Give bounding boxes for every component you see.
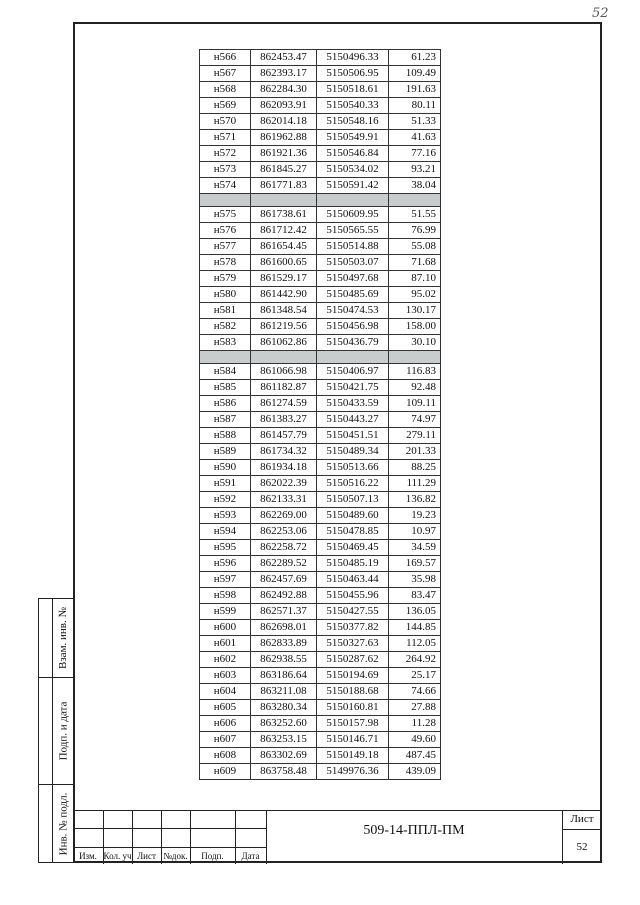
separator-cell	[200, 194, 251, 207]
y-coord-cell: 5150534.02	[317, 162, 389, 178]
sheet-label: Лист	[570, 813, 594, 825]
separator-cell	[251, 194, 317, 207]
distance-cell: 92.48	[389, 380, 441, 396]
y-coord-cell: 5150485.69	[317, 287, 389, 303]
hdr-izm: Изм.	[79, 851, 97, 861]
y-coord-cell: 5150157.98	[317, 716, 389, 732]
point-id-cell: н605	[200, 700, 251, 716]
y-coord-cell: 5150436.79	[317, 335, 389, 351]
point-id-cell: н597	[200, 572, 251, 588]
x-coord-cell: 861219.56	[251, 319, 317, 335]
point-id-cell: н571	[200, 130, 251, 146]
table-row	[200, 271, 441, 287]
sheet-number: 52	[576, 841, 588, 853]
distance-cell: 61.23	[389, 50, 441, 66]
distance-cell: 111.29	[389, 476, 441, 492]
separator-cell	[389, 194, 441, 207]
x-coord-cell: 861845.27	[251, 162, 317, 178]
table-row	[200, 508, 441, 524]
point-id-cell: н609	[200, 764, 251, 780]
distance-cell: 83.47	[389, 588, 441, 604]
distance-cell: 11.28	[389, 716, 441, 732]
table-row	[200, 178, 441, 194]
point-id-cell: н586	[200, 396, 251, 412]
x-coord-cell: 861771.83	[251, 178, 317, 194]
distance-cell: 144.85	[389, 620, 441, 636]
x-coord-cell: 862457.69	[251, 572, 317, 588]
table-row	[200, 540, 441, 556]
x-coord-cell: 863211.08	[251, 684, 317, 700]
x-coord-cell: 862258.72	[251, 540, 317, 556]
distance-cell: 136.82	[389, 492, 441, 508]
table-row	[200, 412, 441, 428]
table-row	[200, 460, 441, 476]
x-coord-cell: 862022.39	[251, 476, 317, 492]
y-coord-cell: 5150451.51	[317, 428, 389, 444]
distance-cell: 30.10	[389, 335, 441, 351]
distance-cell: 439.09	[389, 764, 441, 780]
x-coord-cell: 861600.65	[251, 255, 317, 271]
x-coord-cell: 862284.30	[251, 82, 317, 98]
y-coord-cell: 5150497.68	[317, 271, 389, 287]
group-separator-row	[200, 351, 441, 364]
x-coord-cell: 861529.17	[251, 271, 317, 287]
y-coord-cell: 5150489.34	[317, 444, 389, 460]
x-coord-cell: 861274.59	[251, 396, 317, 412]
point-id-cell: н606	[200, 716, 251, 732]
y-coord-cell: 5150149.18	[317, 748, 389, 764]
table-row	[200, 604, 441, 620]
x-coord-cell: 862698.01	[251, 620, 317, 636]
x-coord-cell: 861442.90	[251, 287, 317, 303]
table-row	[200, 700, 441, 716]
y-coord-cell: 5150513.66	[317, 460, 389, 476]
distance-cell: 51.33	[389, 114, 441, 130]
x-coord-cell: 861962.88	[251, 130, 317, 146]
separator-cell	[317, 194, 389, 207]
x-coord-cell: 863302.69	[251, 748, 317, 764]
x-coord-cell: 861066.98	[251, 364, 317, 380]
table-row	[200, 380, 441, 396]
separator-cell	[200, 351, 251, 364]
y-coord-cell: 5150443.27	[317, 412, 389, 428]
y-coord-cell: 5150496.33	[317, 50, 389, 66]
y-coord-cell: 5150507.13	[317, 492, 389, 508]
y-coord-cell: 5150609.95	[317, 207, 389, 223]
distance-cell: 51.55	[389, 207, 441, 223]
distance-cell: 116.83	[389, 364, 441, 380]
table-row	[200, 162, 441, 178]
x-coord-cell: 863758.48	[251, 764, 317, 780]
y-coord-cell: 5150474.53	[317, 303, 389, 319]
handwritten-page-number: 52	[592, 6, 609, 21]
y-coord-cell: 5150160.81	[317, 700, 389, 716]
x-coord-cell: 862133.31	[251, 492, 317, 508]
table-row	[200, 588, 441, 604]
hdr-ndok: №док.	[163, 851, 188, 861]
y-coord-cell: 5150455.96	[317, 588, 389, 604]
y-coord-cell: 5150146.71	[317, 732, 389, 748]
y-coord-cell: 5150188.68	[317, 684, 389, 700]
x-coord-cell: 861348.54	[251, 303, 317, 319]
table-row	[200, 396, 441, 412]
title-block-row-line	[73, 828, 266, 829]
x-coord-cell: 861654.45	[251, 239, 317, 255]
table-row	[200, 303, 441, 319]
distance-cell: 487.45	[389, 748, 441, 764]
y-coord-cell: 5150514.88	[317, 239, 389, 255]
hdr-kol-uch: Кол. уч	[103, 851, 132, 861]
table-row	[200, 223, 441, 239]
table-row	[200, 130, 441, 146]
distance-cell: 71.68	[389, 255, 441, 271]
point-id-cell: н594	[200, 524, 251, 540]
distance-cell: 95.02	[389, 287, 441, 303]
sheet-cell-line	[562, 829, 602, 830]
point-id-cell: н584	[200, 364, 251, 380]
x-coord-cell: 861934.18	[251, 460, 317, 476]
point-id-cell: н599	[200, 604, 251, 620]
group-separator-row	[200, 194, 441, 207]
point-id-cell: н593	[200, 508, 251, 524]
distance-cell: 38.04	[389, 178, 441, 194]
table-row	[200, 82, 441, 98]
y-coord-cell: 5150287.62	[317, 652, 389, 668]
point-id-cell: н572	[200, 146, 251, 162]
y-coord-cell: 5150456.98	[317, 319, 389, 335]
table-row	[200, 239, 441, 255]
distance-cell: 191.63	[389, 82, 441, 98]
separator-cell	[317, 351, 389, 364]
point-id-cell: н595	[200, 540, 251, 556]
point-id-cell: н596	[200, 556, 251, 572]
y-coord-cell: 5150469.45	[317, 540, 389, 556]
x-coord-cell: 863252.60	[251, 716, 317, 732]
table-row	[200, 428, 441, 444]
point-id-cell: н591	[200, 476, 251, 492]
y-coord-cell: 5150194.69	[317, 668, 389, 684]
x-coord-cell: 861738.61	[251, 207, 317, 223]
x-coord-cell: 861383.27	[251, 412, 317, 428]
distance-cell: 109.11	[389, 396, 441, 412]
point-id-cell: н568	[200, 82, 251, 98]
table-row	[200, 492, 441, 508]
table-row	[200, 636, 441, 652]
point-id-cell: н574	[200, 178, 251, 194]
point-id-cell: н585	[200, 380, 251, 396]
table-row	[200, 98, 441, 114]
distance-cell: 87.10	[389, 271, 441, 287]
y-coord-cell: 5150516.22	[317, 476, 389, 492]
distance-cell: 41.63	[389, 130, 441, 146]
x-coord-cell: 863280.34	[251, 700, 317, 716]
table-row	[200, 764, 441, 780]
distance-cell: 201.33	[389, 444, 441, 460]
table-row	[200, 444, 441, 460]
separator-cell	[389, 351, 441, 364]
y-coord-cell: 5150546.84	[317, 146, 389, 162]
hdr-data: Дата	[241, 851, 260, 861]
distance-cell: 25.17	[389, 668, 441, 684]
side-label-podp-data: Подп. и дата	[57, 701, 70, 760]
x-coord-cell: 861734.32	[251, 444, 317, 460]
hdr-list: Лист	[137, 851, 156, 861]
table-row	[200, 524, 441, 540]
point-id-cell: н569	[200, 98, 251, 114]
distance-cell: 35.98	[389, 572, 441, 588]
y-coord-cell: 5150377.82	[317, 620, 389, 636]
x-coord-cell: 863186.64	[251, 668, 317, 684]
title-block	[73, 810, 602, 864]
separator-cell	[251, 351, 317, 364]
distance-cell: 158.00	[389, 319, 441, 335]
point-id-cell: н581	[200, 303, 251, 319]
y-coord-cell: 5150506.95	[317, 66, 389, 82]
point-id-cell: н603	[200, 668, 251, 684]
table-row	[200, 572, 441, 588]
table-row	[200, 319, 441, 335]
point-id-cell: н601	[200, 636, 251, 652]
distance-cell: 27.88	[389, 700, 441, 716]
x-coord-cell: 862269.00	[251, 508, 317, 524]
point-id-cell: н579	[200, 271, 251, 287]
x-coord-cell: 862571.37	[251, 604, 317, 620]
y-coord-cell: 5150591.42	[317, 178, 389, 194]
point-id-cell: н604	[200, 684, 251, 700]
distance-cell: 112.05	[389, 636, 441, 652]
table-row	[200, 255, 441, 271]
y-coord-cell: 5149976.36	[317, 764, 389, 780]
side-stamp-blank-column	[39, 599, 53, 862]
distance-cell: 49.60	[389, 732, 441, 748]
y-coord-cell: 5150478.85	[317, 524, 389, 540]
point-id-cell: н588	[200, 428, 251, 444]
distance-cell: 264.92	[389, 652, 441, 668]
document-number: 509-14-ППЛ-ПМ	[363, 823, 465, 838]
side-stamp	[38, 598, 73, 863]
table-row	[200, 716, 441, 732]
y-coord-cell: 5150427.55	[317, 604, 389, 620]
point-id-cell: н598	[200, 588, 251, 604]
distance-cell: 93.21	[389, 162, 441, 178]
x-coord-cell: 861712.42	[251, 223, 317, 239]
table-row	[200, 668, 441, 684]
y-coord-cell: 5150518.61	[317, 82, 389, 98]
distance-cell: 74.97	[389, 412, 441, 428]
point-id-cell: н575	[200, 207, 251, 223]
point-id-cell: н607	[200, 732, 251, 748]
distance-cell: 169.57	[389, 556, 441, 572]
hdr-podp: Подп.	[201, 851, 224, 861]
table-row	[200, 556, 441, 572]
coordinates-table	[199, 49, 441, 780]
y-coord-cell: 5150327.63	[317, 636, 389, 652]
table-row	[200, 207, 441, 223]
y-coord-cell: 5150540.33	[317, 98, 389, 114]
distance-cell: 34.59	[389, 540, 441, 556]
x-coord-cell: 862833.89	[251, 636, 317, 652]
distance-cell: 10.97	[389, 524, 441, 540]
table-row	[200, 364, 441, 380]
x-coord-cell: 862014.18	[251, 114, 317, 130]
table-row	[200, 732, 441, 748]
y-coord-cell: 5150421.75	[317, 380, 389, 396]
x-coord-cell: 862093.91	[251, 98, 317, 114]
distance-cell: 55.08	[389, 239, 441, 255]
point-id-cell: н576	[200, 223, 251, 239]
table-row	[200, 684, 441, 700]
table-row	[200, 114, 441, 130]
distance-cell: 76.99	[389, 223, 441, 239]
x-coord-cell: 861921.36	[251, 146, 317, 162]
distance-cell: 88.25	[389, 460, 441, 476]
distance-cell: 279.11	[389, 428, 441, 444]
point-id-cell: н577	[200, 239, 251, 255]
point-id-cell: н592	[200, 492, 251, 508]
side-label-vzam: Взам. инв. №	[57, 607, 69, 669]
table-row	[200, 620, 441, 636]
point-id-cell: н587	[200, 412, 251, 428]
y-coord-cell: 5150549.91	[317, 130, 389, 146]
y-coord-cell: 5150406.97	[317, 364, 389, 380]
y-coord-cell: 5150503.07	[317, 255, 389, 271]
x-coord-cell: 862492.88	[251, 588, 317, 604]
table-row	[200, 287, 441, 303]
table-row	[200, 146, 441, 162]
side-label-inv-podl: Инв. № подл.	[57, 792, 69, 856]
distance-cell: 74.66	[389, 684, 441, 700]
y-coord-cell: 5150485.19	[317, 556, 389, 572]
distance-cell: 80.11	[389, 98, 441, 114]
table-row	[200, 652, 441, 668]
table-row	[200, 476, 441, 492]
distance-cell: 130.17	[389, 303, 441, 319]
point-id-cell: н583	[200, 335, 251, 351]
x-coord-cell: 862253.06	[251, 524, 317, 540]
y-coord-cell: 5150548.16	[317, 114, 389, 130]
table-row	[200, 335, 441, 351]
x-coord-cell: 861182.87	[251, 380, 317, 396]
distance-cell: 19.23	[389, 508, 441, 524]
y-coord-cell: 5150433.59	[317, 396, 389, 412]
table-row	[200, 748, 441, 764]
y-coord-cell: 5150565.55	[317, 223, 389, 239]
x-coord-cell: 862938.55	[251, 652, 317, 668]
point-id-cell: н582	[200, 319, 251, 335]
distance-cell: 77.16	[389, 146, 441, 162]
point-id-cell: н567	[200, 66, 251, 82]
distance-cell: 109.49	[389, 66, 441, 82]
point-id-cell: н608	[200, 748, 251, 764]
distance-cell: 136.05	[389, 604, 441, 620]
table-row	[200, 50, 441, 66]
x-coord-cell: 862289.52	[251, 556, 317, 572]
point-id-cell: н573	[200, 162, 251, 178]
x-coord-cell: 861457.79	[251, 428, 317, 444]
point-id-cell: н570	[200, 114, 251, 130]
x-coord-cell: 861062.86	[251, 335, 317, 351]
x-coord-cell: 862393.17	[251, 66, 317, 82]
x-coord-cell: 863253.15	[251, 732, 317, 748]
table-row	[200, 66, 441, 82]
point-id-cell: н580	[200, 287, 251, 303]
point-id-cell: н578	[200, 255, 251, 271]
x-coord-cell: 862453.47	[251, 50, 317, 66]
y-coord-cell: 5150489.60	[317, 508, 389, 524]
y-coord-cell: 5150463.44	[317, 572, 389, 588]
point-id-cell: н600	[200, 620, 251, 636]
point-id-cell: н590	[200, 460, 251, 476]
point-id-cell: н566	[200, 50, 251, 66]
point-id-cell: н602	[200, 652, 251, 668]
point-id-cell: н589	[200, 444, 251, 460]
